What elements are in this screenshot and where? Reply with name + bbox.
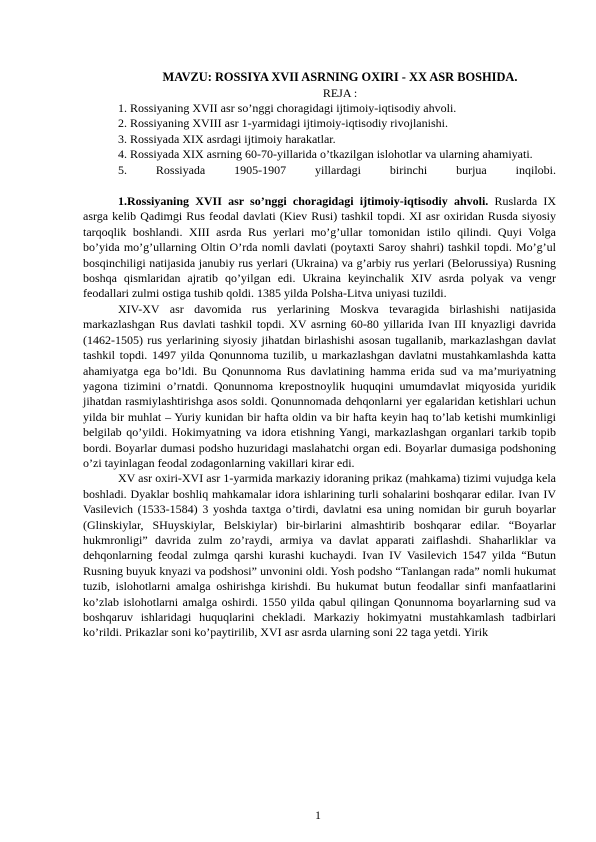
page-number: 1 bbox=[315, 810, 321, 822]
plan-item: 1. Rossiyaning XVII asr so’nggi choragidagi ijtimoiy-iqtisodiy ahvoli. bbox=[118, 101, 457, 115]
plan-item: 5. Rossiyada 1905-1907 yillardagi birinchi burjua inqilobi. bbox=[118, 162, 556, 177]
document-body bbox=[83, 101, 556, 641]
plan-item: 4. Rossiyada XIX asrning 60-70-yillarida o’tkazilgan islohotlar va ularning ahamiyati. bbox=[118, 147, 533, 162]
section-paragraph bbox=[83, 194, 556, 302]
plan-item: 2. Rossiyaning XVIII asr 1-yarmidagi ijtimoiy-iqtisodiy rivojlanishi. bbox=[118, 116, 448, 131]
page-title: MAVZU: ROSSIYA XVII ASRNING OXIRI - XX ASR BOSHIDA. bbox=[162, 70, 518, 84]
section-heading: 1.Rossiyaning XVII asr so’nggi choragidagi ijtimoiy-iqtisodiy ahvoli. bbox=[118, 194, 489, 209]
paragraph-text: Ruslarda IX asrga kelib Qadimgi Rus feodal davlati (Kiev Rusi) tashkil topdi. XI asr oxiridan Rusda siyosiy tarqoqlik boshlandi. XIII asrda Rus yerlari mo’g’ullar tomonidan istilo qilindi. Quyi Volga bo’yida mo’g’ullarning Oltin O’rda nomli davlati (poytaxti Saroy shahri) tashkil topdi. Mo’g’ul bosqinchiligi natijasida janubiy rus yerlari (Ukraina) va g’arbiy rus yerlari (Belorussiya) Rusning boshqa qismlaridan ajratib qo’yilgan edi. Ukraina keyinchalik XIV asrda polyak va vengr feodallari zulmi ostiga tushib qoldi. 1385 yilda Polsha-Litva uniyasi tuzildi. bbox=[83, 194, 556, 301]
plan-list bbox=[83, 101, 556, 178]
paragraph: XV asr oxiri-XVI asr 1-yarmida markaziy idoraning prikaz (mahkama) tizimi vujudga kela boshladi. Dyaklar boshliq mahkamalar idora ishlarining turli sohalarini boshqarar edilar. Ivan IV Vasilevich (1533-1584) 3 yoshda taxtga o’tirdi, davlatni esa uning nomidan bir guruh boyarlar (Glinskiylar, SHuyskiylar, Belskiylar) bir-birlarini almashtirib boshqarar edilar. “Boyarlar hukmronligi” davrida zulm zo’raydi, armiya va davlat apparati zaiflashdi. Shaharliklar va dehqonlarning feodal zulmga qarshi kurashi kuchaydi. Ivan IV Vasilevich 1547 yilda “Butun Rusning buyuk knyazi va podshosi” unvonini oldi. Yosh podsho “Tanlangan rada” nomli hukumat tuzib, islohotlarni amalga oshirishga kirishdi. Bu hukumat butun feodallar sinfi manfaatlarini ko’zlab islohotlarni amalga oshirdi. 1550 yilda qabul qilingan Qonunnoma boyarlarning sud va boshqaruv ishlaridagi huquqlarini chekladi. Markaziy hokimyatni mustahkamlash tadbirlari ko’rildi. Prikazlar soni ko’paytirilib, XVI asr asrda ularning soni 22 taga yetdi. Yirik bbox=[83, 471, 556, 640]
spacer bbox=[83, 178, 556, 194]
plan-item: 3. Rossiyada XIX asrdagi ijtimoiy harakatlar. bbox=[118, 131, 336, 146]
plan-heading: REJA : bbox=[322, 86, 358, 100]
paragraph: XIV-XV asr davomida rus yerlarining Moskva tevaragida birlashishi natijasida markazlashgan Rus davlati tashkil topdi. XV asrning 60-80 yillarida Ivan III knyazligi davrida (1462-1505) rus yerlarining siyosiy jihatdan birlashishi asosan tugallanib, markazlashgan davlat tashkil topdi. 1497 yilda Qonunnoma tuzilib, u markazlashgan davlatni mustahkamlashda katta ahamiyatga ega bo’ldi. Bu Qonunnoma Rus davlatining hamma erida sud va ma’muriyatning yagona tizimini o’rnatdi. Qonunnoma krepostnoylik huquqini umumdavlat miqyosida yuridik jihatdan rasmiylashtirishga asos soldi. Qonunnomada dehqonlarni yer egalaridan ketishlari uchun yilda bir muhlat – Yuriy kunidan bir hafta oldin va bir hafta keyin haq to’lab ketishi mumkinligi belgilab qo’yildi. Hokimyatning va idora etishning Yangi, markazlashgan organlari tarkib topib bordi. Boyarlar dumasi podsho huzuridagi maslahatchi organ edi. Boyarlar dumasiga podshoning o’zi tayinlagan feodal zodagonlarning vakillari kirar edi. bbox=[83, 301, 556, 470]
